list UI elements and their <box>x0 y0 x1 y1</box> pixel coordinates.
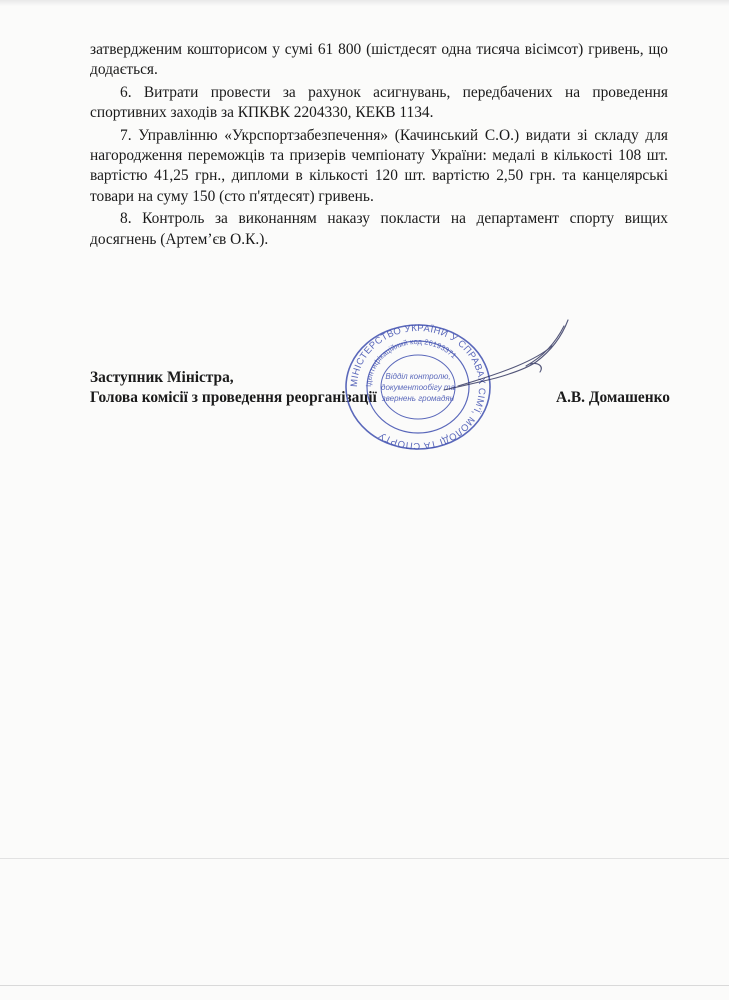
stamp-outer-text: МІНІСТЕРСТВО УКРАЇНИ У СПРАВАХ СІМ'Ї, МОЛОДІ ТА СПОРТУ <box>348 322 488 452</box>
stamp-code-text: Ідентифікаційний код 26193371 <box>363 336 459 388</box>
handwritten-signature <box>440 316 580 406</box>
paragraph-6: 6. Витрати провести за рахунок асигнувань, передбачених на проведення спортивних заходів за КПКВК 2204330, КЕКВ 1134. <box>90 83 668 122</box>
stamp-inner-line2: документообігу та <box>381 383 455 392</box>
signer-name: А.В. Домашенко <box>555 389 670 406</box>
stamp-inner-line1: Відділ контролю, <box>385 372 451 381</box>
scan-artifact-line <box>0 858 729 859</box>
paragraph-7: 7. Управлінню «Укрспортзабезпечення» (Качинський С.О.) видати зі складу для нагородження переможців та призерів чемпіонату України: медалі в кількості 108 шт. вартістю 41,25 грн., дипломи в кількості 120 шт. вартістю 2,50 грн. та канцелярські товари на суму 150 (сто п'ятдесят) гривень. <box>90 126 668 205</box>
signer-position-line2: Голова комісії з проведення реорганізації <box>90 389 377 406</box>
stamp-inner-line3: звернень громадян <box>381 394 455 403</box>
signer-position-line1: Заступник Міністра, <box>90 369 234 386</box>
scan-artifact-line <box>0 985 729 986</box>
document-body <box>90 40 668 252</box>
paragraph-8: 8. Контроль за виконанням наказу покласти на департамент спорту вищих досягнень (Артем’єв О.К.). <box>90 210 668 248</box>
scan-edge-top <box>0 0 729 6</box>
paragraph-continuation: затвердженим кошторисом у сумі 61 800 (шістдесят одна тисяча вісімсот) гривень, що додається. <box>90 41 668 79</box>
